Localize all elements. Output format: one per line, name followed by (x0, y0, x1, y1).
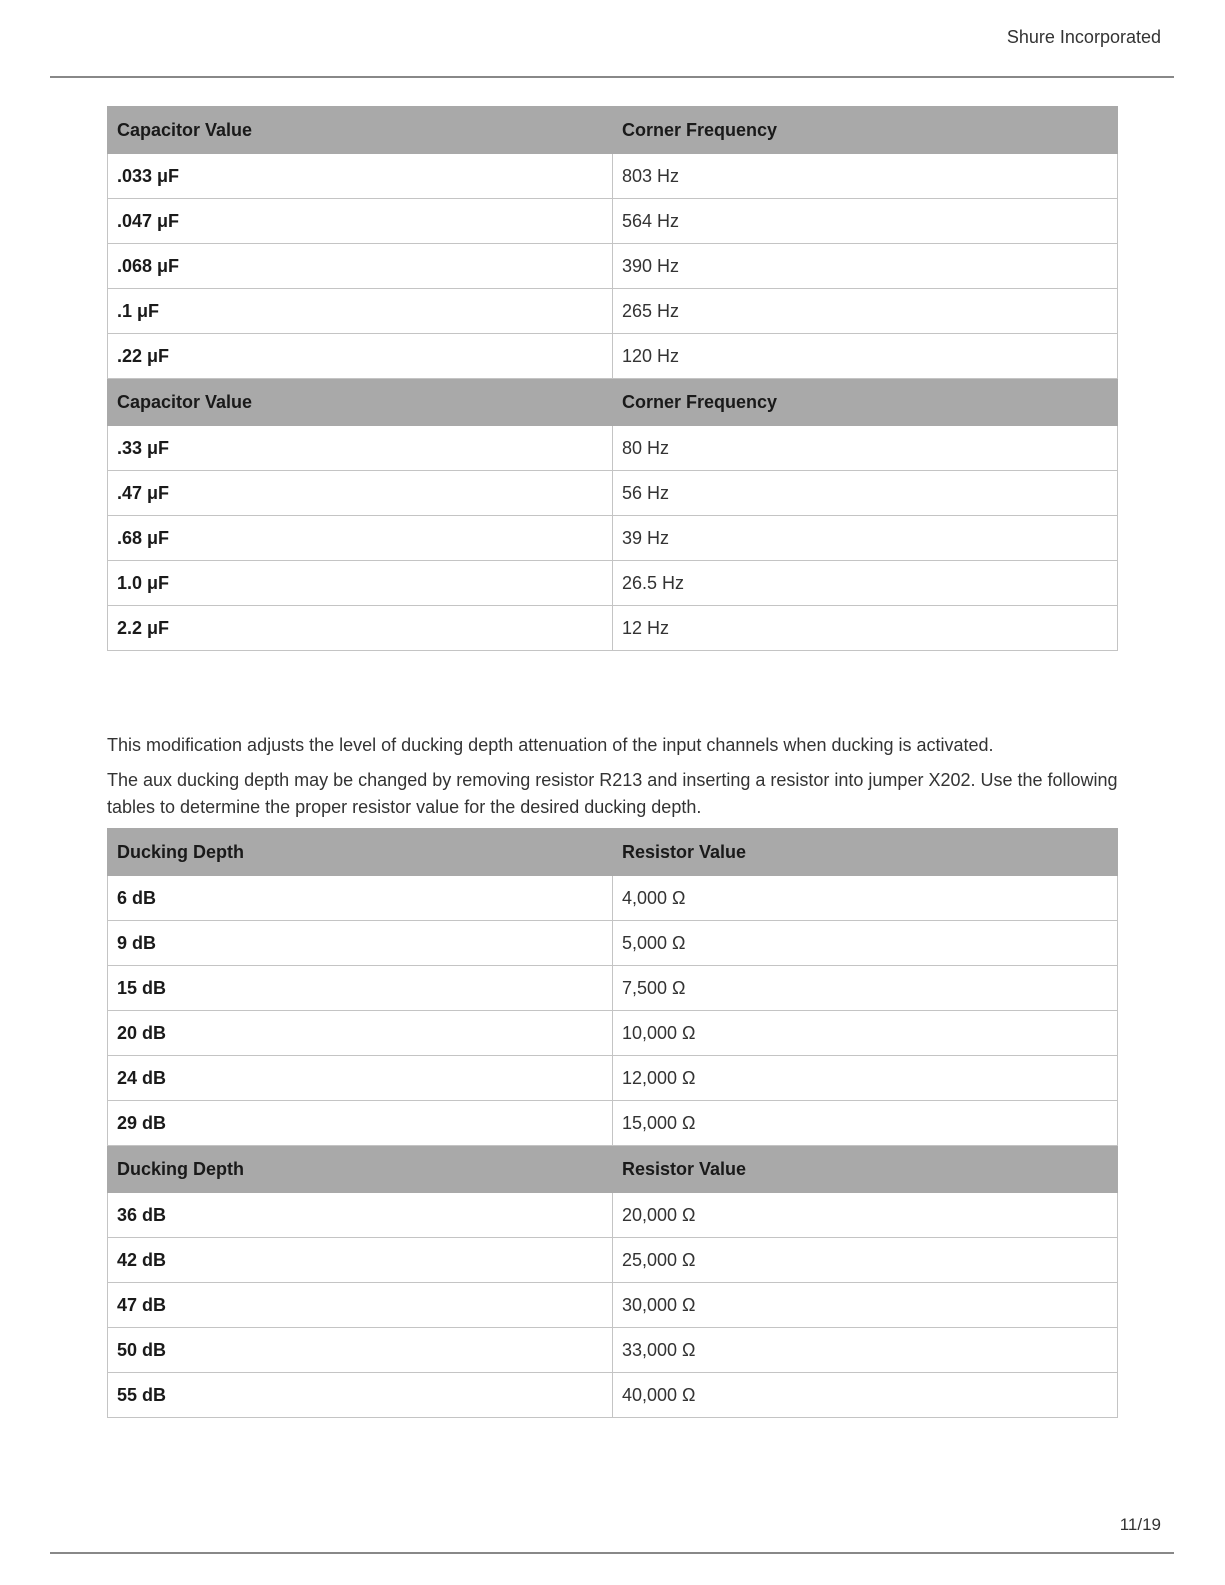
table-cell-value: 26.5 Hz (613, 561, 1118, 606)
table-row (108, 1328, 1118, 1373)
header-divider (50, 76, 1174, 78)
column-header: Corner Frequency (613, 379, 1118, 426)
table-row (108, 426, 1118, 471)
table-cell-value: 33,000 Ω (613, 1328, 1118, 1373)
table-cell-value: 7,500 Ω (613, 966, 1118, 1011)
table-cell-value: 25,000 Ω (613, 1238, 1118, 1283)
page-number: 11/19 (1119, 1515, 1161, 1534)
table-row (108, 516, 1118, 561)
table-cell-key: .33 μF (108, 426, 613, 471)
table-cell-value: 20,000 Ω (613, 1193, 1118, 1238)
table-cell-value: 40,000 Ω (613, 1373, 1118, 1418)
footer-divider (50, 1552, 1174, 1554)
table-row (108, 561, 1118, 606)
table-row (108, 244, 1118, 289)
table-cell-value: 30,000 Ω (613, 1283, 1118, 1328)
table-cell-key: .47 μF (108, 471, 613, 516)
table-cell-value: 10,000 Ω (613, 1011, 1118, 1056)
table-cell-key: 50 dB (108, 1328, 613, 1373)
table-row (108, 966, 1118, 1011)
table-row (108, 1101, 1118, 1146)
table-cell-key: 55 dB (108, 1373, 613, 1418)
table-row (108, 876, 1118, 921)
table-row (108, 1193, 1118, 1238)
table-header-row (108, 107, 1118, 154)
intro-paragraph: This modification adjusts the level of ducking depth attenuation of the input channels when ducking is activated. (107, 735, 994, 755)
table-cell-value: 803 Hz (613, 154, 1118, 199)
table-cell-key: .033 μF (108, 154, 613, 199)
table-cell-key: 47 dB (108, 1283, 613, 1328)
table-row (108, 1283, 1118, 1328)
table-row (108, 921, 1118, 966)
column-header: Capacitor Value (108, 379, 613, 426)
instruction-paragraph: The aux ducking depth may be changed by removing resistor R213 and inserting a resistor into jumper X202. Use the following tables to determine the proper resistor value for the desired ducking depth. (107, 770, 1118, 817)
table-cell-value: 120 Hz (613, 334, 1118, 379)
table-cell-value: 15,000 Ω (613, 1101, 1118, 1146)
table-row (108, 1011, 1118, 1056)
table-row (108, 471, 1118, 516)
column-header: Resistor Value (613, 829, 1118, 876)
table-cell-value: 5,000 Ω (613, 921, 1118, 966)
header-company: Shure Incorporated (1006, 27, 1161, 47)
table-cell-key: 1.0 μF (108, 561, 613, 606)
column-header: Ducking Depth (108, 829, 613, 876)
table-cell-value: 39 Hz (613, 516, 1118, 561)
table-row (108, 1373, 1118, 1418)
table-cell-key: .22 μF (108, 334, 613, 379)
table-cell-key: .68 μF (108, 516, 613, 561)
column-header: Ducking Depth (108, 1146, 613, 1193)
table-cell-key: 36 dB (108, 1193, 613, 1238)
table-cell-key: 15 dB (108, 966, 613, 1011)
table-cell-value: 12 Hz (613, 606, 1118, 651)
table-header-row (108, 1146, 1118, 1193)
column-header: Resistor Value (613, 1146, 1118, 1193)
table-row (108, 334, 1118, 379)
table-row (108, 199, 1118, 244)
table-row (108, 1238, 1118, 1283)
table-cell-key: 29 dB (108, 1101, 613, 1146)
column-header: Capacitor Value (108, 107, 613, 154)
column-header: Corner Frequency (613, 107, 1118, 154)
table-cell-value: 80 Hz (613, 426, 1118, 471)
ducking-table-body (108, 829, 1118, 1418)
table-row (108, 289, 1118, 334)
ducking-table (107, 828, 1118, 1418)
table-cell-key: .068 μF (108, 244, 613, 289)
capacitor-table-body (108, 107, 1118, 651)
table-cell-key: 6 dB (108, 876, 613, 921)
table-header-row (108, 379, 1118, 426)
table-row (108, 606, 1118, 651)
table-row (108, 154, 1118, 199)
table-cell-value: 4,000 Ω (613, 876, 1118, 921)
table-cell-key: .1 μF (108, 289, 613, 334)
capacitor-table (107, 106, 1118, 651)
table-header-row (108, 829, 1118, 876)
table-cell-value: 390 Hz (613, 244, 1118, 289)
table-cell-key: 9 dB (108, 921, 613, 966)
table-cell-value: 265 Hz (613, 289, 1118, 334)
table-cell-value: 564 Hz (613, 199, 1118, 244)
table-cell-key: 2.2 μF (108, 606, 613, 651)
table-cell-key: 24 dB (108, 1056, 613, 1101)
table-cell-key: 20 dB (108, 1011, 613, 1056)
table-cell-key: .047 μF (108, 199, 613, 244)
table-cell-value: 12,000 Ω (613, 1056, 1118, 1101)
table-cell-value: 56 Hz (613, 471, 1118, 516)
table-row (108, 1056, 1118, 1101)
table-cell-key: 42 dB (108, 1238, 613, 1283)
